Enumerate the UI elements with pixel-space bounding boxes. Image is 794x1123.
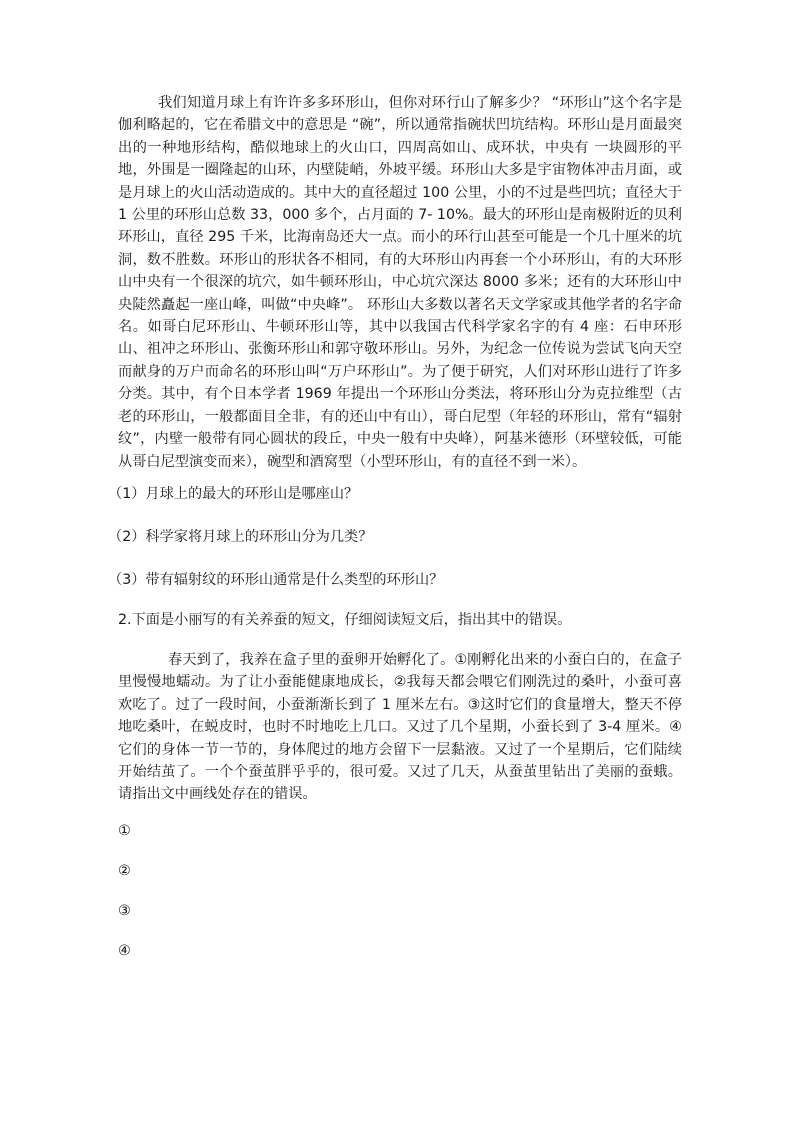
answer-mark-3: ③ — [118, 902, 131, 919]
question-1: （1）月球上的最大的环形山是哪座山？ — [108, 485, 359, 502]
answer-mark-4: ④ — [118, 942, 131, 959]
document-page — [108, 92, 682, 962]
question-2: （2）科学家将月球上的环形山分为几类？ — [108, 528, 373, 545]
answer-marks — [118, 820, 682, 962]
question-3: （3）带有辐射纹的环形山通常是什么类型的环形山？ — [108, 571, 444, 588]
answer-mark-1: ① — [118, 822, 131, 839]
passage-crater: 我们知道月球上有许许多多环形山，但你对环行山了解多少？ “环形山”这个名字是伽利略起的，它在希腊文中的意思是 “碗”，所以通常指碗状凹坑结构。环形山是月面最突出的一种地形结构，酷似地球上的火山口，四周高如山、成环状，中央有 一块圆形的平地，外围是一圈隆起的山环，内壁陡峭，外坡平缓。环形山大多是宇宙物体冲击月面，或是月球上的火山活动造成的。其中大的直径超过 100 公里，小的不过是些凹坑；直径大于 1 公里的环形山总数 33，000 多个，占月面的 7- 10%。最大的环形山是南极附近的贝利环形山，直径 295 千米，比海南岛还大一点。而小的环行山甚至可能是一个几十厘米的坑洞，数不胜数。环形山的形状各不相同，有的大环形山内再套一个小环形山，有的大环形山中央有一个很深的坑穴，如牛顿环形山，中心坑穴深达 8000 多米；还有的大环形山中央陡然矗起一座山峰，叫做“中央峰”。 环形山大多数以著名天文学家或其他学者的名字命名。如哥白尼环形山、牛顿环形山等，其中以我国古代科学家名字的有 4 座：石申环形山、祖冲之环形山、张衡环形山和郭守敬环形山。另外，为纪念一位传说为尝试飞向天空而献身的万户而命名的环形山叫“万户环形山”。为了便于研究，人们对环形山进行了许多分类。其中，有个日本学者 1969 年提出一个环形山分类法，将环形山分为克拉维型（古老的环形山，一般都面目全非，有的还山中有山），哥白尼型（年轻的环形山，常有“辐射纹”，内壁一般带有同心圆状的段丘，中央一般有中央峰），阿基米德形（环壁较低，可能从哥白尼型演变而来），碗型和酒窝型（小型环形山，有的直径不到一米）。 — [118, 95, 682, 470]
section-2-title: 2.下面是小丽写的有关养蚕的短文，仔细阅读短文后，指出其中的错误。 — [118, 611, 572, 628]
question-list — [108, 483, 682, 591]
passage-silkworm: 春天到了，我养在盒子里的蚕卵开始孵化了。①刚孵化出来的小蚕白白的，在盒子里慢慢地蠕动。为了让小蚕能健康地成长，②我每天都会喂它们刚洗过的桑叶，小蚕可喜欢吃了。过了一段时间，小蚕渐渐长到了 1 厘米左右。③这时它们的食量增大，整天不停地吃桑叶，在蜕皮时，也时不时地吃上几口。又过了几个星期，小蚕长到了 3-4 厘米。④它们的身体一节一节的，身体爬过的地方会留下一层黏液。又过了一个星期后，它们陆续开始结茧了。一个个蚕茧胖乎乎的，很可爱。又过了几天，从蚕茧里钻出了美丽的蚕蛾。请指出文中画线处存在的错误。 — [118, 651, 682, 803]
answer-mark-2: ② — [118, 862, 131, 879]
